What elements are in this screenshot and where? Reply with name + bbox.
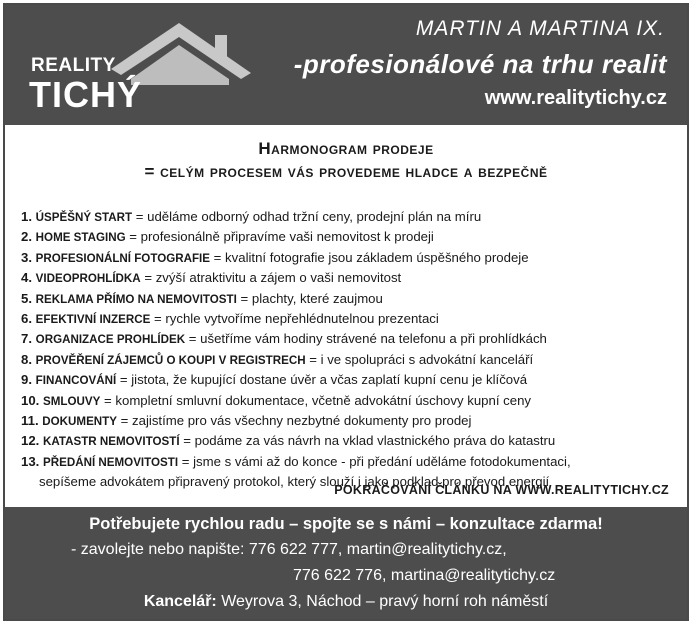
footer-contact-1: - zavolejte nebo napište: 776 622 777, martin@realitytichy.cz, [71, 541, 507, 558]
logo-reality-text: REALITY [31, 55, 116, 76]
step-key: DOKUMENTY [42, 415, 117, 429]
step-item [21, 391, 681, 411]
step-number: 4. [21, 270, 32, 286]
step-text: = ušetříme vám hodiny strávené na telefonu a při prohlídkách [185, 331, 547, 347]
step-number: 6. [21, 311, 32, 327]
step-number: 13. [21, 453, 40, 469]
header-url: www.realitytichy.cz [484, 87, 667, 109]
step-text: = plachty, které zaujmou [236, 290, 383, 306]
logo [19, 17, 279, 117]
footer-band [5, 507, 687, 619]
step-key: FINANCOVÁNÍ [35, 374, 117, 388]
step-13-continuation: sepíšeme advokátem připravený protokol, který slouží i jako podklad pro převod energií [39, 474, 550, 490]
step-text: = jsme s vámi až do konce - při předání uděláme fotodokumentaci, [178, 453, 571, 469]
step-item [21, 370, 681, 390]
step-text: = kompletní smluvní dokumentace, včetně advokátní úschovy kupní ceny [100, 392, 532, 408]
advertisement [3, 3, 689, 621]
step-number: 8. [21, 351, 32, 367]
step-item [21, 289, 681, 309]
step-number: 2. [21, 229, 32, 245]
step-item [21, 350, 681, 370]
step-number: 11. [21, 413, 39, 429]
continue-reading-link[interactable]: POKRAČOVÁNÍ ČLÁNKU NA WWW.REALITYTICHY.CZ [334, 483, 669, 497]
step-number: 7. [21, 331, 32, 347]
step-text: = profesionálně připravíme vaši nemovitost k prodeji [125, 229, 434, 245]
step-text: = rychle vytvoříme nepřehlédnutelnou prezentaci [150, 311, 439, 327]
footer-office [5, 593, 687, 611]
step-key: SMLOUVY [43, 394, 101, 408]
step-number: 12. [21, 433, 40, 449]
step-item [21, 248, 681, 268]
office-address: Weyrova 3, Náchod – pravý horní roh náměstí [216, 593, 549, 610]
steps-list [21, 207, 681, 492]
title-line-2: = celým procesem vás provedeme hladce a bezpečně [144, 162, 548, 181]
step-number: 3. [21, 249, 32, 265]
step-key: EFEKTIVNÍ INZERCE [35, 313, 151, 327]
header-names: MARTIN A MARTINA IX. [415, 17, 665, 40]
content [5, 125, 687, 505]
step-text: = jistota, že kupující dostane úvěr a včas zaplatí kupní cenu je klíčová [116, 372, 528, 388]
step-key: PROVĚŘENÍ ZÁJEMCŮ O KOUPI V REGISTRECH [35, 353, 306, 367]
step-text: = podáme za vás návrh na vklad vlastnického práva do katastru [179, 433, 556, 449]
step-number: 10. [21, 392, 40, 408]
step-text: = zajistíme pro vás všechny nezbytné dokumenty pro prodej [117, 413, 472, 429]
step-item [21, 411, 681, 431]
step-key: REKLAMA PŘÍMO NA NEMOVITOSTI [35, 292, 237, 306]
step-item [21, 268, 681, 288]
footer-contact-2: 776 622 776, martina@realitytichy.cz [293, 567, 556, 584]
header-tagline: -profesionálové na trhu realit [293, 49, 667, 79]
step-key: HOME STAGING [35, 231, 126, 245]
step-item [21, 431, 681, 451]
step-key: VIDEOPROHLÍDKA [35, 272, 141, 286]
step-key: KATASTR NEMOVITOSTÍ [43, 435, 180, 449]
step-key: ÚSPĚŠNÝ START [35, 211, 133, 224]
header-band [5, 5, 687, 125]
step-key: PŘEDÁNÍ NEMOVITOSTI [43, 455, 179, 469]
step-item [21, 452, 681, 472]
step-number: 9. [21, 372, 32, 388]
footer-headline: Potřebujete rychlou radu – spojte se s námi – konzultace zdarma! [89, 515, 603, 533]
office-label: Kancelář: [143, 593, 217, 610]
step-text: = i ve spolupráci s advokátní kanceláří [305, 351, 534, 367]
step-item [21, 207, 681, 227]
step-item [21, 227, 681, 247]
step-item [21, 309, 681, 329]
step-text: = zvýší atraktivitu a zájem o vaši nemovitost [140, 270, 402, 286]
step-text: = uděláme odborný odhad tržní ceny, prodejní plán na míru [132, 209, 482, 224]
step-text: = kvalitní fotografie jsou základem úspěšného prodeje [210, 249, 529, 265]
title-line-1: Harmonogram prodeje [258, 139, 434, 158]
logo-tichy-text: TICHÝ [29, 74, 142, 115]
step-number: 1. [21, 209, 32, 224]
step-number: 5. [21, 290, 32, 306]
step-key: PROFESIONÁLNÍ FOTOGRAFIE [35, 251, 211, 265]
step-key: ORGANIZACE PROHLÍDEK [35, 333, 186, 347]
step-item [21, 329, 681, 349]
